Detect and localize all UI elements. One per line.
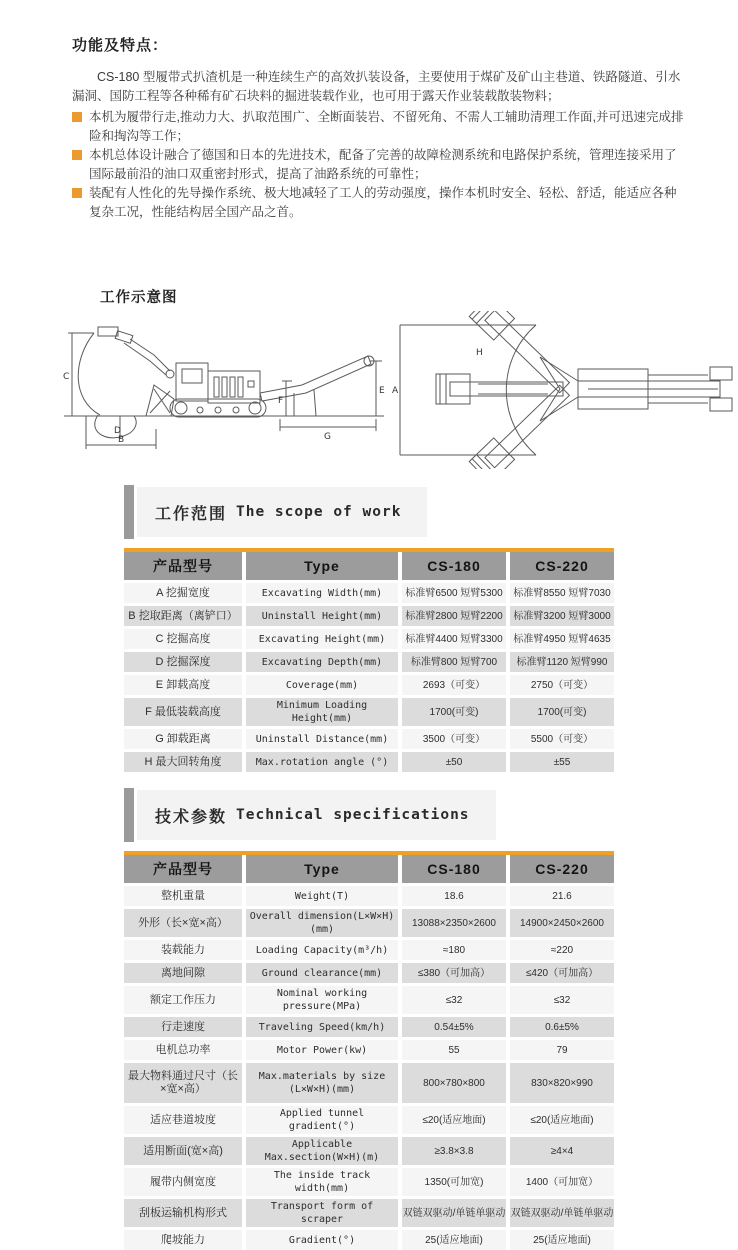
features-section bbox=[0, 0, 738, 222]
cs220-value: 25(适应地面) bbox=[510, 1230, 614, 1250]
cs180-value: 55 bbox=[402, 1040, 506, 1060]
heading-box bbox=[137, 790, 496, 840]
column-header: CS-220 bbox=[510, 855, 614, 883]
row-name: 刮板运输机构形式 bbox=[124, 1199, 242, 1227]
column-header: 产品型号 bbox=[124, 855, 242, 883]
cs180-value: ≈180 bbox=[402, 940, 506, 960]
table-row bbox=[124, 963, 614, 983]
table-row bbox=[124, 1230, 614, 1250]
scope-heading-en: The scope of work bbox=[236, 504, 402, 520]
row-name: 适用断面(宽×高) bbox=[124, 1137, 242, 1165]
table-row bbox=[124, 1168, 614, 1196]
cs220-value: ≤20(适应地面) bbox=[510, 1106, 614, 1134]
specs-table-header-row bbox=[124, 855, 614, 883]
dim-label-d: D bbox=[114, 426, 121, 436]
row-name: A 挖掘宽度 bbox=[124, 583, 242, 603]
scope-section-heading bbox=[124, 485, 738, 539]
bullet-square-icon bbox=[72, 188, 82, 198]
column-header: CS-220 bbox=[510, 552, 614, 580]
row-name: 爬坡能力 bbox=[124, 1230, 242, 1250]
row-type: Motor Power(kw) bbox=[246, 1040, 398, 1060]
features-bullet-list bbox=[72, 108, 682, 222]
cs220-value: ≤420（可加高） bbox=[510, 963, 614, 983]
cs180-value: 800×780×800 bbox=[402, 1063, 506, 1103]
working-diagrams bbox=[58, 311, 738, 469]
row-name: E 卸载高度 bbox=[124, 675, 242, 695]
column-header: 产品型号 bbox=[124, 552, 242, 580]
table-row bbox=[124, 652, 614, 672]
row-type: Weight(T) bbox=[246, 886, 398, 906]
specs-heading-zh: 技术参数 bbox=[155, 808, 228, 826]
cs220-value: ≥4×4 bbox=[510, 1137, 614, 1165]
row-type: Max.materials by size (L×W×H)(mm) bbox=[246, 1063, 398, 1103]
dim-label-c: C bbox=[63, 372, 70, 382]
row-name: C 挖掘高度 bbox=[124, 629, 242, 649]
table-row bbox=[124, 940, 614, 960]
cs180-value: ≥3.8×3.8 bbox=[402, 1137, 506, 1165]
bullet-square-icon bbox=[72, 150, 82, 160]
table-row bbox=[124, 1017, 614, 1037]
cs220-value: 标准臂4950 短臂4635 bbox=[510, 629, 614, 649]
feature-bullet-text: 装配有人性化的先导操作系统、极大地减轻了工人的劳动强度，操作本机时安全、轻松、舒适，能适应各种复杂工况，性能结构居全国产品之首。 bbox=[89, 186, 677, 219]
table-row bbox=[124, 1199, 614, 1227]
features-intro: CS-180 型履带式扒渣机是一种连续生产的高效扒装设备，主要使用于煤矿及矿山主巷道、铁路隧道、引水漏洞、国防工程等各种稀有矿石块料的掘进装载作业，也可用于露天作业装载散装物料； bbox=[72, 70, 681, 103]
bullet-square-icon bbox=[72, 112, 82, 122]
row-type: Loading Capacity(m³/h) bbox=[246, 940, 398, 960]
cs180-value: 3500（可变） bbox=[402, 729, 506, 749]
table-row bbox=[124, 698, 614, 726]
specs-section-heading bbox=[124, 788, 738, 842]
row-type: The inside track width(mm) bbox=[246, 1168, 398, 1196]
cs180-value: ≤20(适应地面) bbox=[402, 1106, 506, 1134]
cs220-value: ≈220 bbox=[510, 940, 614, 960]
table-row bbox=[124, 986, 614, 1014]
table-row bbox=[124, 752, 614, 772]
row-type: Transport form of scraper bbox=[246, 1199, 398, 1227]
feature-bullet-text: 本机总体设计融合了德国和日本的先进技术，配备了完善的故障检测系统和电路保护系统，管理连接采用了国际最前沿的油口双重密封形式，提高了油路系统的可靠性； bbox=[89, 148, 677, 181]
table-row bbox=[124, 909, 614, 937]
feature-bullet bbox=[72, 184, 684, 222]
row-type: Coverage(mm) bbox=[246, 675, 398, 695]
feature-bullet bbox=[72, 146, 684, 184]
row-type: Gradient(°) bbox=[246, 1230, 398, 1250]
cs180-value: ≤32 bbox=[402, 986, 506, 1014]
row-type: Ground clearance(mm) bbox=[246, 963, 398, 983]
top-view-diagram bbox=[388, 311, 738, 469]
dim-label-a: A bbox=[392, 386, 399, 396]
cs220-value: 双链双驱动/单链单驱动 bbox=[510, 1199, 614, 1227]
table-row bbox=[124, 729, 614, 749]
cs220-value: ±55 bbox=[510, 752, 614, 772]
cs180-value: 2693（可变） bbox=[402, 675, 506, 695]
cs220-value: ≤32 bbox=[510, 986, 614, 1014]
row-name: G 卸载距离 bbox=[124, 729, 242, 749]
cs180-value: 标准臂800 短臂700 bbox=[402, 652, 506, 672]
row-type: Uninstall Height(mm) bbox=[246, 606, 398, 626]
column-header: CS-180 bbox=[402, 552, 506, 580]
cs220-value: 14900×2450×2600 bbox=[510, 909, 614, 937]
row-name: H 最大回转角度 bbox=[124, 752, 242, 772]
row-type: Excavating Width(mm) bbox=[246, 583, 398, 603]
dim-label-g: G bbox=[324, 432, 331, 442]
row-name: 离地间隙 bbox=[124, 963, 242, 983]
row-name: B 挖取距离（离铲口） bbox=[124, 606, 242, 626]
row-type: Minimum Loading Height(mm) bbox=[246, 698, 398, 726]
cs180-value: 13088×2350×2600 bbox=[402, 909, 506, 937]
scope-table-header-row bbox=[124, 552, 614, 580]
table-row bbox=[124, 675, 614, 695]
row-type: Max.rotation angle (°) bbox=[246, 752, 398, 772]
row-type: Uninstall Distance(mm) bbox=[246, 729, 398, 749]
row-name: 最大物料通过尺寸（长×宽×高） bbox=[124, 1063, 242, 1103]
table-row bbox=[124, 1040, 614, 1060]
cs180-value: 25(适应地面) bbox=[402, 1230, 506, 1250]
row-type: Overall dimension(L×W×H)(mm) bbox=[246, 909, 398, 937]
cs180-value: ±50 bbox=[402, 752, 506, 772]
heading-accent-bar bbox=[124, 485, 134, 539]
scope-table bbox=[124, 548, 614, 772]
cs220-value: 2750（可变） bbox=[510, 675, 614, 695]
cs220-value: 1700(可变) bbox=[510, 698, 614, 726]
cs180-value: 0.54±5% bbox=[402, 1017, 506, 1037]
row-name: 额定工作压力 bbox=[124, 986, 242, 1014]
features-title: 功能及特点： bbox=[72, 37, 169, 54]
cs180-value: 标准臂2800 短臂2200 bbox=[402, 606, 506, 626]
cs180-value: 标准臂6500 短臂5300 bbox=[402, 583, 506, 603]
row-name: 履带内侧宽度 bbox=[124, 1168, 242, 1196]
cs220-value: 830×820×990 bbox=[510, 1063, 614, 1103]
row-name: F 最低装载高度 bbox=[124, 698, 242, 726]
row-name: 行走速度 bbox=[124, 1017, 242, 1037]
cs180-value: 1700(可变) bbox=[402, 698, 506, 726]
table-row bbox=[124, 1063, 614, 1103]
cs220-value: 0.6±5% bbox=[510, 1017, 614, 1037]
cs180-value: 双链双驱动/单链单驱动 bbox=[402, 1199, 506, 1227]
row-name: 外形（长×宽×高） bbox=[124, 909, 242, 937]
dim-label-h: H bbox=[476, 348, 483, 358]
row-type: Traveling Speed(km/h) bbox=[246, 1017, 398, 1037]
diagram-title: 工作示意图 bbox=[100, 290, 178, 306]
feature-bullet bbox=[72, 108, 684, 146]
heading-accent-bar bbox=[124, 788, 134, 842]
row-type: Applicable Max.section(W×H)(m) bbox=[246, 1137, 398, 1165]
table-row bbox=[124, 886, 614, 906]
column-header: CS-180 bbox=[402, 855, 506, 883]
cs180-value: 18.6 bbox=[402, 886, 506, 906]
specs-table bbox=[124, 851, 614, 1250]
cs220-value: 79 bbox=[510, 1040, 614, 1060]
cs220-value: 21.6 bbox=[510, 886, 614, 906]
table-row bbox=[124, 1106, 614, 1134]
heading-box bbox=[137, 487, 427, 537]
cs180-value: 标准臂4400 短臂3300 bbox=[402, 629, 506, 649]
cs220-value: 标准臂1120 短臂990 bbox=[510, 652, 614, 672]
dim-label-e: E bbox=[379, 386, 385, 396]
table-row bbox=[124, 629, 614, 649]
dim-label-f: F bbox=[278, 396, 284, 406]
row-type: Excavating Height(mm) bbox=[246, 629, 398, 649]
scope-heading-zh: 工作范围 bbox=[155, 505, 228, 523]
cs220-value: 5500（可变） bbox=[510, 729, 614, 749]
side-view-diagram bbox=[58, 311, 388, 463]
cs180-value: 1350(可加宽) bbox=[402, 1168, 506, 1196]
row-type: Excavating Depth(mm) bbox=[246, 652, 398, 672]
dim-label-b: B bbox=[118, 435, 125, 445]
row-name: 装载能力 bbox=[124, 940, 242, 960]
row-name: D 挖掘深度 bbox=[124, 652, 242, 672]
cs180-value: ≤380（可加高） bbox=[402, 963, 506, 983]
cs220-value: 标准臂8550 短臂7030 bbox=[510, 583, 614, 603]
row-type: Applied tunnel gradient(°) bbox=[246, 1106, 398, 1134]
specs-heading-en: Technical specifications bbox=[236, 807, 470, 823]
row-type: Nominal working pressure(MPa) bbox=[246, 986, 398, 1014]
row-name: 电机总功率 bbox=[124, 1040, 242, 1060]
feature-bullet-text: 本机为履带行走,推动力大、扒取范围广、全断面装岩、不留死角、不需人工辅助清理工作面,并可迅速完成排险和掏沟等工作； bbox=[89, 110, 684, 143]
table-row bbox=[124, 1137, 614, 1165]
column-header: Type bbox=[246, 552, 398, 580]
cs220-value: 标准臂3200 短臂3000 bbox=[510, 606, 614, 626]
row-name: 整机重量 bbox=[124, 886, 242, 906]
row-name: 适应巷道坡度 bbox=[124, 1106, 242, 1134]
table-row bbox=[124, 583, 614, 603]
cs220-value: 1400（可加宽） bbox=[510, 1168, 614, 1196]
table-row bbox=[124, 606, 614, 626]
column-header: Type bbox=[246, 855, 398, 883]
